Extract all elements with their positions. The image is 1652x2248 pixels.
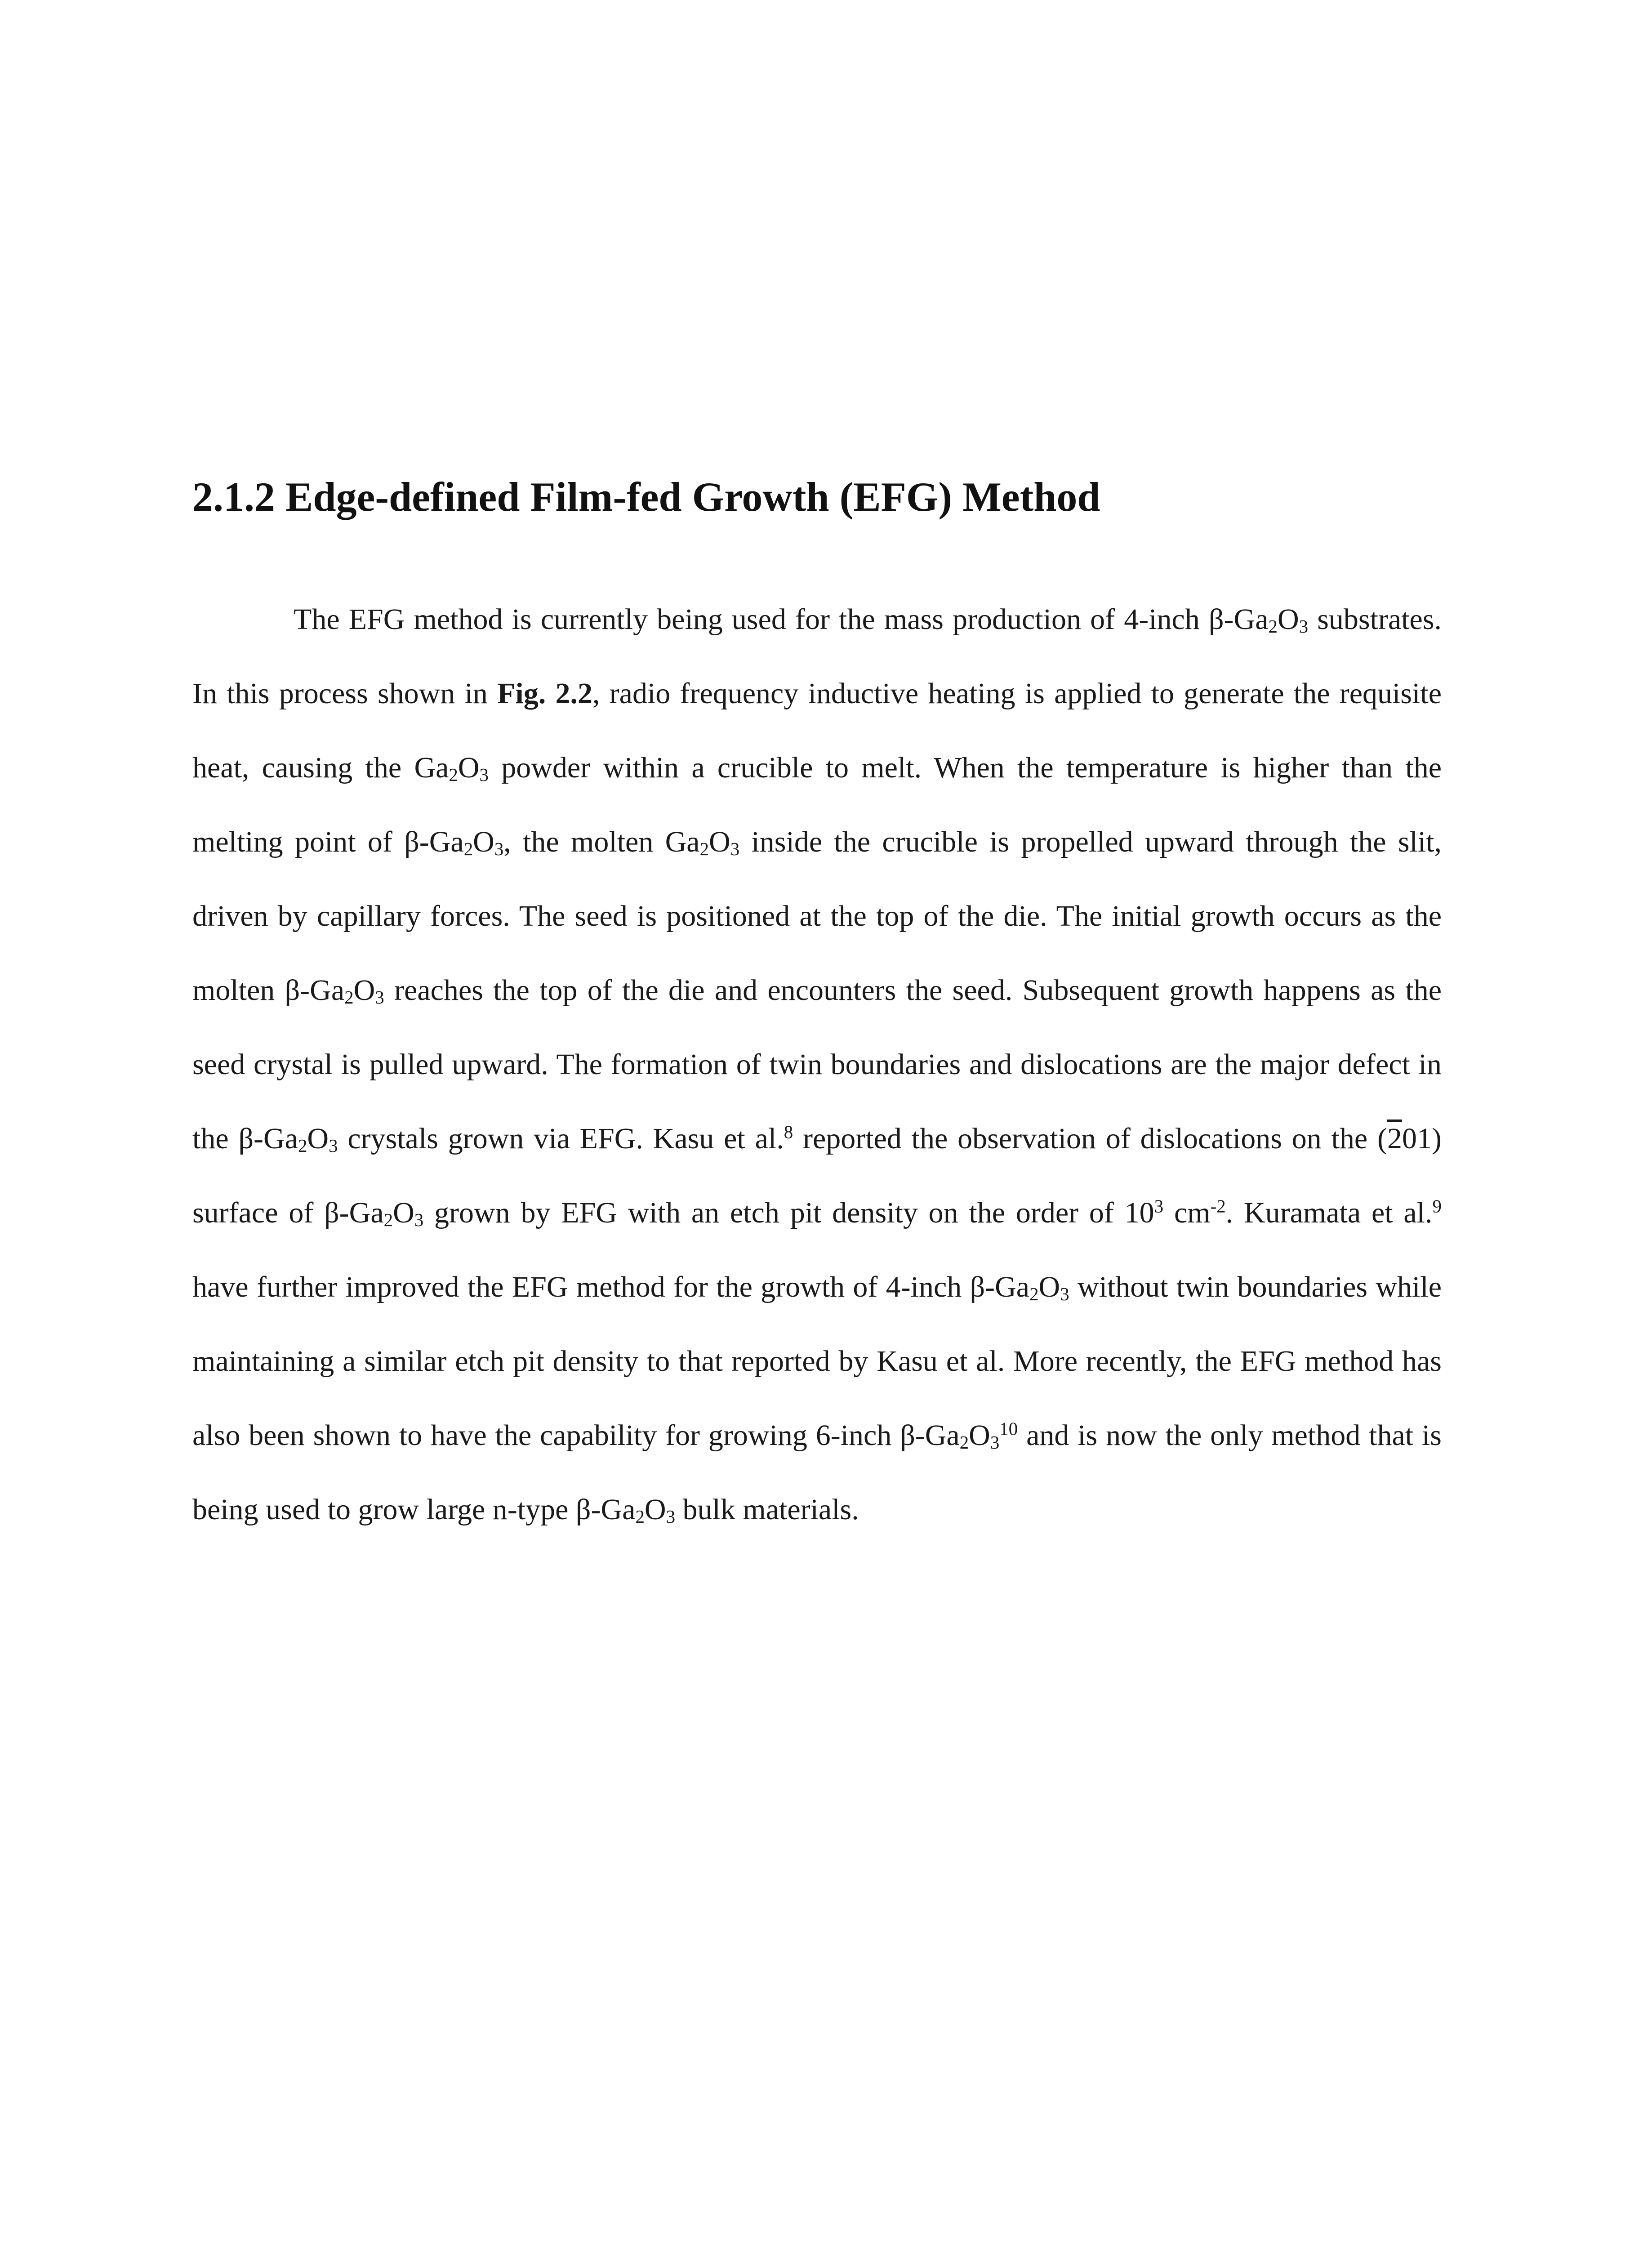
subscript: 2 (449, 765, 458, 785)
subscript: 3 (666, 1507, 676, 1527)
text-run: O (307, 1122, 329, 1155)
subscript: 2 (383, 1210, 393, 1231)
text-run: O (709, 825, 730, 858)
subscript: 2 (344, 987, 354, 1008)
citation-superscript: 10 (999, 1418, 1018, 1439)
subscript: 2 (1029, 1284, 1039, 1305)
text-run: , the molten Ga (503, 825, 700, 858)
text-run: O (393, 1196, 414, 1229)
subscript: 2 (298, 1136, 307, 1156)
text-run: O (1277, 603, 1299, 636)
text-run: O (458, 751, 480, 784)
text-run: inside the crucible is propelled upward through the slit, driven by capillary forces. The seed is positioned at the top of the die. The initial growth occurs as the molten β-Ga (192, 825, 1442, 1007)
subscript: 3 (730, 839, 740, 860)
subscript: 3 (990, 1432, 1000, 1453)
text-run: bulk materials. (675, 1493, 859, 1526)
subscript: 3 (494, 839, 504, 860)
text-run: powder within a crucible to melt. When the temperature is higher than the melting point of β-Ga (192, 751, 1442, 858)
miller-index-bar: 2 (1387, 1122, 1403, 1155)
text-run: reaches the top of the die and encounters the seed. Subsequent growth happens as the seed crystal is pulled upward. The formation of twin boundaries and dislocations are the major defect in the β-Ga (192, 974, 1442, 1155)
exponent-superscript: -2 (1210, 1196, 1226, 1217)
text-run: O (353, 974, 375, 1007)
text-run: , radio frequency inductive heating is applied to generate the requisite heat, causing the Ga (192, 677, 1442, 784)
text-run: O (1038, 1271, 1060, 1303)
text-run: The EFG method is currently being used for the mass production of 4-inch β-Ga (294, 603, 1269, 636)
subscript: 3 (1060, 1284, 1069, 1305)
text-run: O (969, 1419, 990, 1452)
subscript: 2 (635, 1507, 645, 1527)
body-paragraph (192, 582, 1442, 1547)
subscript: 2 (463, 839, 473, 860)
text-run: O (644, 1493, 666, 1526)
subscript: 2 (1268, 616, 1278, 637)
text-run: crystals grown via EFG. Kasu et al. (338, 1122, 784, 1155)
subscript: 3 (414, 1210, 424, 1231)
subscript: 3 (1299, 616, 1309, 637)
text-run: without twin boundaries while maintaining a similar etch pit density to that reported by Kasu et al. More recently, the EFG method has also been shown to have the capability for growing 6-inch β-Ga (192, 1271, 1442, 1452)
citation-superscript: 8 (784, 1122, 793, 1142)
text-run: reported the observation of dislocations on the ( (793, 1122, 1388, 1155)
text-run: . Kuramata et al. (1225, 1196, 1433, 1229)
subscript: 2 (699, 839, 709, 860)
section-heading: 2.1.2 Edge-defined Film-fed Growth (EFG) Method (192, 474, 1100, 520)
text-run: ) surface of β-Ga (192, 1122, 1442, 1229)
figure-reference: Fig. 2.2 (497, 677, 592, 710)
subscript: 3 (375, 987, 384, 1008)
text-run: O (473, 825, 494, 858)
miller-index: 01 (1402, 1122, 1432, 1155)
text-run: and is now the only method that is being used to grow large n-type β-Ga (192, 1419, 1442, 1526)
subscript: 2 (959, 1432, 969, 1453)
subscript: 3 (479, 765, 489, 785)
text-run: cm (1163, 1196, 1211, 1229)
text-run: have further improved the EFG method for the growth of 4-inch β-Ga (192, 1271, 1030, 1303)
text-run: grown by EFG with an etch pit density on the order of 10 (423, 1196, 1154, 1229)
subscript: 3 (329, 1136, 338, 1156)
citation-superscript: 9 (1432, 1196, 1442, 1217)
text-run: substrates. In this process shown in (192, 603, 1442, 710)
exponent-superscript: 3 (1154, 1196, 1164, 1217)
